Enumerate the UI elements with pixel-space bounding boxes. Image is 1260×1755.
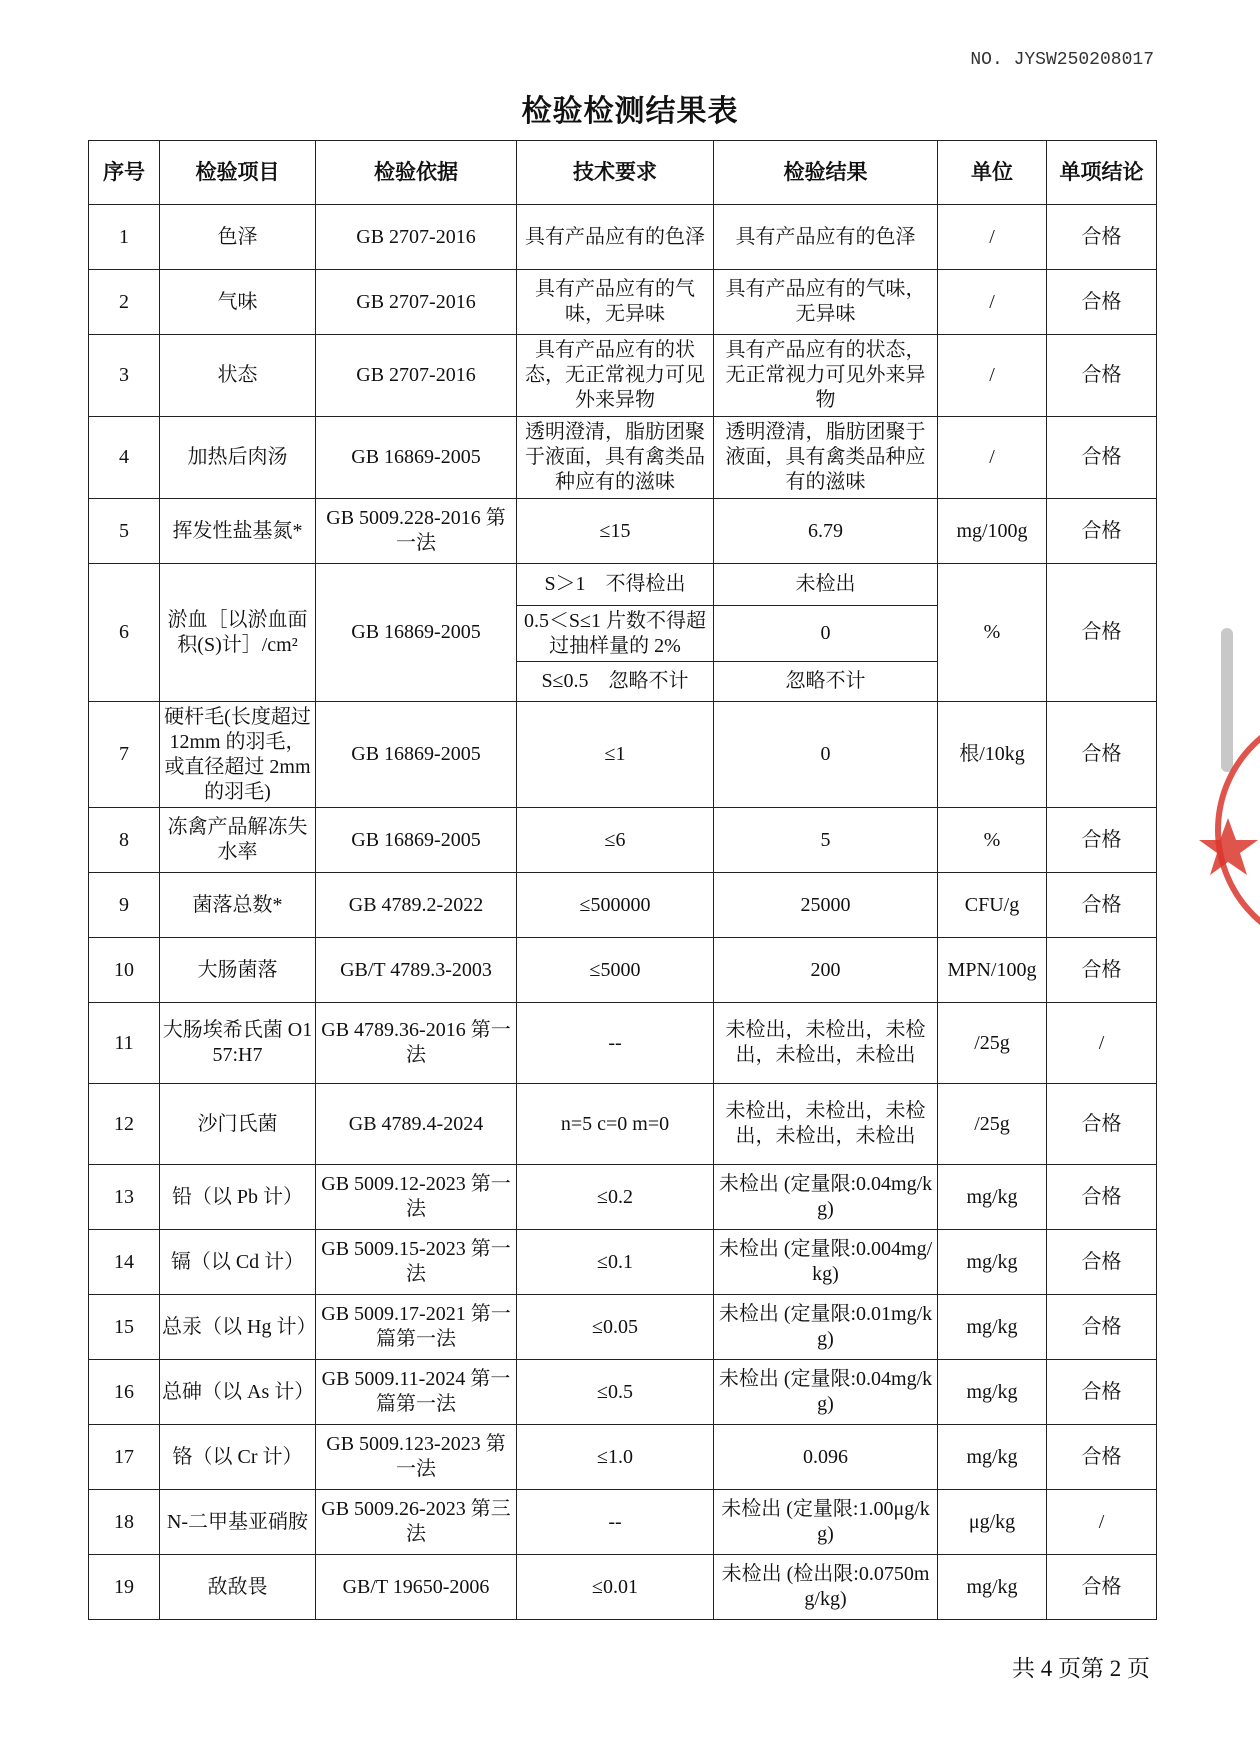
cell-conclusion: 合格 — [1047, 702, 1157, 808]
cell-unit: MPN/100g — [938, 938, 1047, 1003]
table-row — [89, 808, 1157, 873]
table-header-row — [89, 141, 1157, 205]
header-requirement: 技术要求 — [517, 141, 714, 205]
cell-requirement: 具有产品应有的气味，无异味 — [517, 270, 714, 335]
table-row — [89, 1003, 1157, 1084]
cell-conclusion: 合格 — [1047, 270, 1157, 335]
cell-basis: GB 16869-2005 — [316, 417, 517, 499]
cell-unit: mg/kg — [938, 1555, 1047, 1620]
cell-basis: GB 5009.12-2023 第一法 — [316, 1165, 517, 1230]
cell-unit: / — [938, 417, 1047, 499]
table-row — [89, 1490, 1157, 1555]
cell-basis: GB/T 4789.3-2003 — [316, 938, 517, 1003]
cell-unit: 根/10kg — [938, 702, 1047, 808]
cell-result: 未检出 (检出限:0.0750mg/kg) — [714, 1555, 938, 1620]
cell-requirement: -- — [517, 1003, 714, 1084]
cell-basis: GB 5009.17-2021 第一篇第一法 — [316, 1295, 517, 1360]
cell-requirement: ≤0.1 — [517, 1230, 714, 1295]
cell-basis: GB 2707-2016 — [316, 270, 517, 335]
cell-unit: mg/kg — [938, 1360, 1047, 1425]
cell-basis: GB 5009.11-2024 第一篇第一法 — [316, 1360, 517, 1425]
cell-conclusion: 合格 — [1047, 417, 1157, 499]
cell-result: 未检出 (定量限:0.04mg/kg) — [714, 1165, 938, 1230]
cell-no: 1 — [89, 205, 160, 270]
cell-result: 未检出 (定量限:0.01mg/kg) — [714, 1295, 938, 1360]
page-title: 检验检测结果表 — [521, 94, 739, 129]
table-row — [89, 499, 1157, 564]
cell-basis: GB/T 19650-2006 — [316, 1555, 517, 1620]
cell-no: 14 — [89, 1230, 160, 1295]
cell-basis: GB 5009.26-2023 第三法 — [316, 1490, 517, 1555]
cell-basis: GB 4789.2-2022 — [316, 873, 517, 938]
cell-unit: / — [938, 335, 1047, 417]
cell-conclusion: 合格 — [1047, 938, 1157, 1003]
cell-item: 沙门氏菌 — [160, 1084, 316, 1165]
cell-requirement: -- — [517, 1490, 714, 1555]
cell-no: 5 — [89, 499, 160, 564]
cell-item: 总汞（以 Hg 计） — [160, 1295, 316, 1360]
cell-no: 9 — [89, 873, 160, 938]
cell-conclusion: 合格 — [1047, 1165, 1157, 1230]
cell-basis: GB 4789.36-2016 第一法 — [316, 1003, 517, 1084]
cell-basis: GB 5009.15-2023 第一法 — [316, 1230, 517, 1295]
cell-no: 18 — [89, 1490, 160, 1555]
cell-basis: GB 2707-2016 — [316, 205, 517, 270]
cell-unit: μg/kg — [938, 1490, 1047, 1555]
cell-result: 未检出，未检出，未检出，未检出，未检出 — [714, 1003, 938, 1084]
cell-conclusion: 合格 — [1047, 1555, 1157, 1620]
cell-requirement: ≤0.01 — [517, 1555, 714, 1620]
cell-no: 16 — [89, 1360, 160, 1425]
table-row — [89, 1555, 1157, 1620]
cell-requirement: 0.5＜S≤1 片数不得超过抽样量的 2% — [517, 606, 714, 662]
cell-unit: % — [938, 564, 1047, 702]
cell-unit: mg/kg — [938, 1295, 1047, 1360]
cell-requirement: 具有产品应有的状态，无正常视力可见外来异物 — [517, 335, 714, 417]
cell-no: 13 — [89, 1165, 160, 1230]
cell-unit: /25g — [938, 1084, 1047, 1165]
cell-requirement: ≤15 — [517, 499, 714, 564]
cell-basis: GB 4789.4-2024 — [316, 1084, 517, 1165]
header-conclusion: 单项结论 — [1047, 141, 1157, 205]
cell-no: 7 — [89, 702, 160, 808]
cell-requirement: n=5 c=0 m=0 — [517, 1084, 714, 1165]
cell-no: 2 — [89, 270, 160, 335]
cell-result: 0.096 — [714, 1425, 938, 1490]
cell-unit: % — [938, 808, 1047, 873]
cell-item: 冻禽产品解冻失水率 — [160, 808, 316, 873]
cell-basis: GB 5009.123-2023 第一法 — [316, 1425, 517, 1490]
cell-item: 铅（以 Pb 计） — [160, 1165, 316, 1230]
cell-conclusion: 合格 — [1047, 1425, 1157, 1490]
header-result: 检验结果 — [714, 141, 938, 205]
cell-conclusion: 合格 — [1047, 499, 1157, 564]
cell-requirement: 具有产品应有的色泽 — [517, 205, 714, 270]
cell-unit: / — [938, 205, 1047, 270]
cell-unit: mg/kg — [938, 1165, 1047, 1230]
cell-item: 硬杆毛(长度超过 12mm 的羽毛，或直径超过 2mm 的羽毛) — [160, 702, 316, 808]
cell-requirement: ≤5000 — [517, 938, 714, 1003]
cell-conclusion: 合格 — [1047, 1360, 1157, 1425]
cell-result: 未检出，未检出，未检出，未检出，未检出 — [714, 1084, 938, 1165]
header-item: 检验项目 — [160, 141, 316, 205]
cell-result: 未检出 (定量限:1.00μg/kg) — [714, 1490, 938, 1555]
table-row — [89, 1165, 1157, 1230]
table-row — [89, 702, 1157, 808]
cell-item: 菌落总数* — [160, 873, 316, 938]
cell-requirement: ≤0.05 — [517, 1295, 714, 1360]
cell-basis: GB 5009.228-2016 第一法 — [316, 499, 517, 564]
cell-requirement: ≤0.2 — [517, 1165, 714, 1230]
cell-basis: GB 16869-2005 — [316, 702, 517, 808]
table-row — [89, 1425, 1157, 1490]
cell-conclusion: 合格 — [1047, 335, 1157, 417]
cell-requirement: ≤1.0 — [517, 1425, 714, 1490]
cell-item: 色泽 — [160, 205, 316, 270]
cell-result: 具有产品应有的色泽 — [714, 205, 938, 270]
cell-basis: GB 2707-2016 — [316, 335, 517, 417]
cell-no: 19 — [89, 1555, 160, 1620]
cell-conclusion: 合格 — [1047, 1230, 1157, 1295]
cell-result: 具有产品应有的状态，无正常视力可见外来异物 — [714, 335, 938, 417]
cell-item: 气味 — [160, 270, 316, 335]
table-row — [89, 1360, 1157, 1425]
cell-item: N-二甲基亚硝胺 — [160, 1490, 316, 1555]
cell-requirement: 透明澄清，脂肪团聚于液面，具有禽类品种应有的滋味 — [517, 417, 714, 499]
cell-no: 6 — [89, 564, 160, 702]
cell-unit: / — [938, 270, 1047, 335]
cell-result: 具有产品应有的气味，无异味 — [714, 270, 938, 335]
header-basis: 检验依据 — [316, 141, 517, 205]
cell-result: 未检出 — [714, 564, 938, 606]
header-no: 序号 — [89, 141, 160, 205]
table-row — [89, 417, 1157, 499]
table-row — [89, 938, 1157, 1003]
cell-requirement: ≤6 — [517, 808, 714, 873]
table-row — [89, 1084, 1157, 1165]
table-row — [89, 873, 1157, 938]
cell-result: 未检出 (定量限:0.004mg/kg) — [714, 1230, 938, 1295]
cell-no: 3 — [89, 335, 160, 417]
cell-item: 大肠菌落 — [160, 938, 316, 1003]
cell-conclusion: / — [1047, 1490, 1157, 1555]
table-row — [89, 270, 1157, 335]
cell-conclusion: 合格 — [1047, 1295, 1157, 1360]
inspection-stamp — [1198, 700, 1260, 960]
cell-item: 铬（以 Cr 计） — [160, 1425, 316, 1490]
table-row — [89, 335, 1157, 417]
cell-unit: mg/100g — [938, 499, 1047, 564]
cell-no: 11 — [89, 1003, 160, 1084]
cell-unit: mg/kg — [938, 1230, 1047, 1295]
results-table — [88, 140, 1157, 1620]
cell-unit: mg/kg — [938, 1425, 1047, 1490]
cell-unit: CFU/g — [938, 873, 1047, 938]
cell-requirement: ≤1 — [517, 702, 714, 808]
table-row — [89, 1295, 1157, 1360]
table-row — [89, 564, 1157, 606]
cell-item: 镉（以 Cd 计） — [160, 1230, 316, 1295]
cell-conclusion: / — [1047, 1003, 1157, 1084]
cell-requirement: ≤0.5 — [517, 1360, 714, 1425]
cell-no: 17 — [89, 1425, 160, 1490]
cell-item: 敌敌畏 — [160, 1555, 316, 1620]
cell-requirement: S＞1 不得检出 — [517, 564, 714, 606]
cell-no: 12 — [89, 1084, 160, 1165]
cell-conclusion: 合格 — [1047, 205, 1157, 270]
cell-unit: /25g — [938, 1003, 1047, 1084]
cell-result: 200 — [714, 938, 938, 1003]
cell-conclusion: 合格 — [1047, 1084, 1157, 1165]
cell-no: 15 — [89, 1295, 160, 1360]
cell-basis: GB 16869-2005 — [316, 808, 517, 873]
table-row — [89, 1230, 1157, 1295]
cell-conclusion: 合格 — [1047, 564, 1157, 702]
cell-result: 0 — [714, 702, 938, 808]
cell-conclusion: 合格 — [1047, 873, 1157, 938]
cell-requirement: S≤0.5 忽略不计 — [517, 662, 714, 702]
cell-basis: GB 16869-2005 — [316, 564, 517, 702]
cell-item: 总砷（以 As 计） — [160, 1360, 316, 1425]
page-indicator: 共 4 页第 2 页 — [1012, 1656, 1150, 1681]
cell-item: 加热后肉汤 — [160, 417, 316, 499]
cell-conclusion: 合格 — [1047, 808, 1157, 873]
cell-result: 6.79 — [714, 499, 938, 564]
cell-item: 挥发性盐基氮* — [160, 499, 316, 564]
cell-no: 4 — [89, 417, 160, 499]
cell-result: 0 — [714, 606, 938, 662]
cell-item: 大肠埃希氏菌 O157:H7 — [160, 1003, 316, 1084]
report-number: NO. JYSW250208017 — [970, 50, 1154, 70]
cell-result: 25000 — [714, 873, 938, 938]
cell-requirement: ≤500000 — [517, 873, 714, 938]
cell-no: 8 — [89, 808, 160, 873]
cell-result: 忽略不计 — [714, 662, 938, 702]
cell-item: 淤血［以淤血面积(S)计］/cm² — [160, 564, 316, 702]
cell-no: 10 — [89, 938, 160, 1003]
table-row — [89, 205, 1157, 270]
header-unit: 单位 — [938, 141, 1047, 205]
cell-result: 透明澄清，脂肪团聚于液面，具有禽类品种应有的滋味 — [714, 417, 938, 499]
cell-result: 5 — [714, 808, 938, 873]
cell-item: 状态 — [160, 335, 316, 417]
cell-result: 未检出 (定量限:0.04mg/kg) — [714, 1360, 938, 1425]
